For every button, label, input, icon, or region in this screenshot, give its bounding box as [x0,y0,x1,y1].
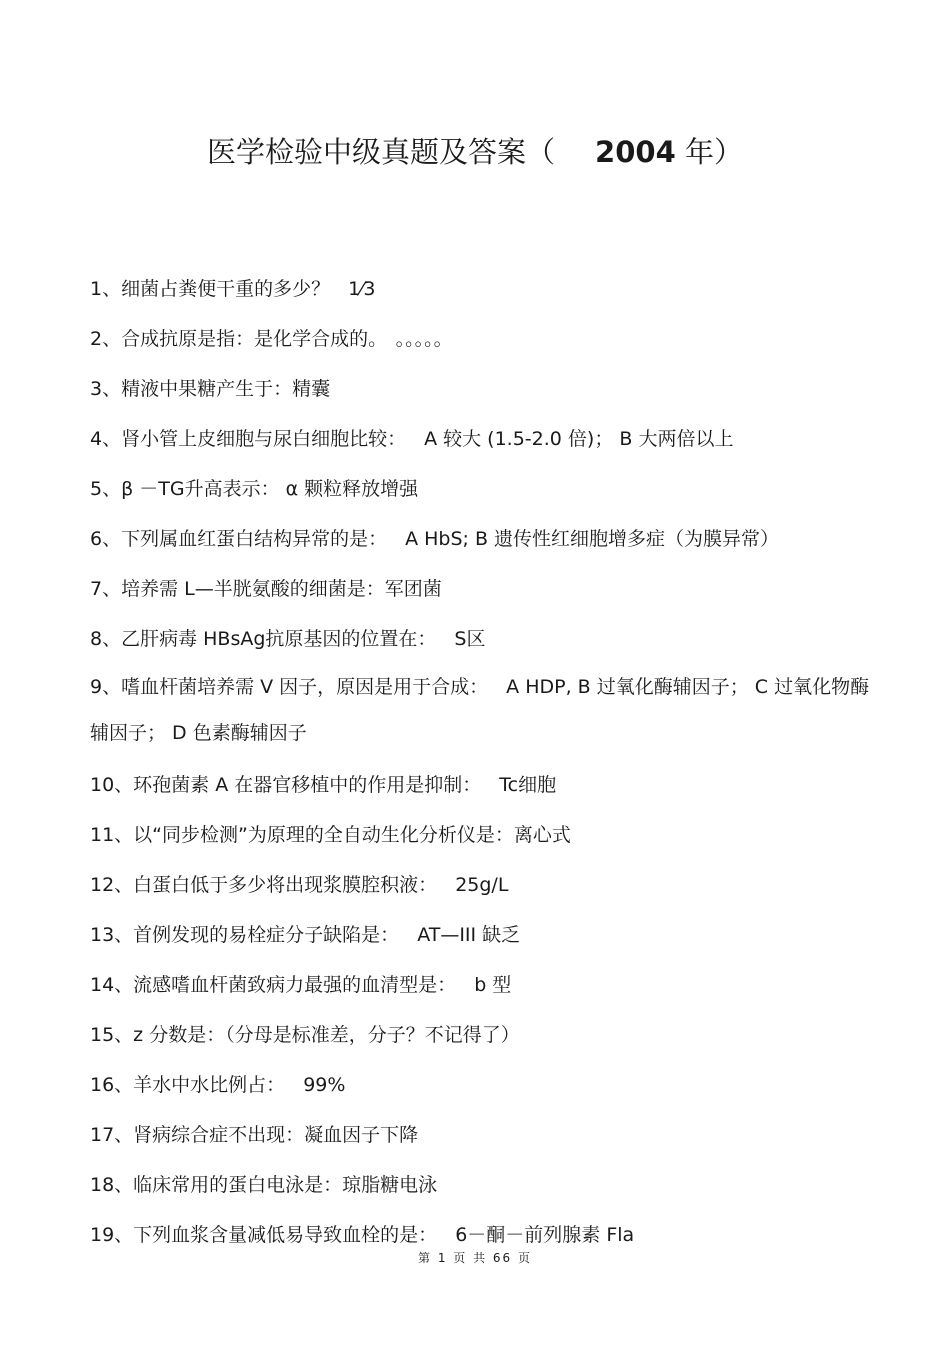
question-text: 4、肾小管上皮细胞与尿白细胞比较： [90,428,407,450]
answer-text: 1⁄3 [348,278,376,300]
question-item [90,960,880,1010]
question-text: 19、下列血浆含量减低易导致血栓的是： [90,1224,438,1246]
question-text: 11、以“同步检测”为原理的全自动生化分析仪是：离心式 [90,824,571,846]
answer-text: 25g/L [455,874,509,896]
question-item [90,1060,880,1110]
question-text: 9、嗜血杆菌培养需 V 因子，原因是用于合成： [90,676,489,698]
question-text: 6、下列属血红蛋白结构异常的是： [90,528,388,550]
answer-text: b 型 [474,974,512,996]
question-text: 13、首例发现的易栓症分子缺陷是： [90,924,400,946]
question-item [90,860,880,910]
title-main: 医学检验中级真题及答案（ [207,135,556,169]
page-footer: 第 1 页 共 66 页 [418,1251,532,1265]
question-item [90,910,880,960]
question-item [90,264,880,314]
answer-text: 6－酮－前列腺素 Fla [455,1224,635,1246]
question-item [90,314,880,364]
answer-text [437,1174,455,1196]
answer-text [418,1124,436,1146]
question-item [90,364,880,414]
answer-text [330,378,348,400]
answer-text: AT—III 缺乏 [417,924,521,946]
answer-text: 99% [303,1074,346,1096]
answer-text: Tc细胞 [499,774,557,796]
question-text: 15、z 分数是：（分母是标准差，分子？不记得了） [90,1024,520,1046]
question-item [90,1010,880,1060]
question-list [90,264,880,1260]
question-text: 5、β －TG升高表示： α 颗粒释放增强 [90,478,419,500]
question-text: 3、精液中果糖产生于：精囊 [90,378,331,400]
answer-text: S区 [454,628,486,650]
question-item [90,664,880,756]
question-text: 7、培养需 L—半胱氨酸的细菌是：军团菌 [90,578,442,600]
answer-text [442,578,460,600]
answer-text: A 较大 (1.5-2.0 倍)； B 大两倍以上 [424,428,734,450]
answer-text [571,824,589,846]
question-text: 14、流感嗜血杆菌致病力最强的血清型是： [90,974,457,996]
question-item [90,810,880,860]
question-item [90,1160,880,1210]
question-text: 16、羊水中水比例占： [90,1074,286,1096]
question-text: 18、临床常用的蛋白电泳是：琼脂糖电泳 [90,1174,438,1196]
question-item [90,464,880,514]
question-item [90,414,880,464]
question-text: 17、肾病综合症不出现：凝血因子下降 [90,1124,419,1146]
question-item [90,1110,880,1160]
question-item [90,614,880,664]
question-text: 1、细菌占粪便干重的多少？ [90,278,331,300]
title-year: 2004 [595,135,676,169]
answer-text: A HDP, B 过氧化酶辅因子； C 过氧化物酶辅因子； D 色素酶辅因子 [90,676,870,744]
answer-text: 。。。。。 [395,328,453,350]
answer-text: A HbS; B 遗传性红细胞增多症（为膜异常） [405,528,780,550]
question-item [90,514,880,564]
question-text: 2、合成抗原是指：是化学合成的。 [90,328,378,350]
answer-text [418,478,436,500]
question-text: 8、乙肝病毒 HBsAg抗原基因的位置在： [90,628,437,650]
question-item [90,760,880,810]
document-title [0,130,950,174]
question-item [90,564,880,614]
question-text: 10、环孢菌素 A 在器官移植中的作用是抑制： [90,774,482,796]
title-suffix: 年） [684,135,743,169]
question-text: 12、白蛋白低于多少将出现浆膜腔积液： [90,874,438,896]
answer-text [520,1024,538,1046]
